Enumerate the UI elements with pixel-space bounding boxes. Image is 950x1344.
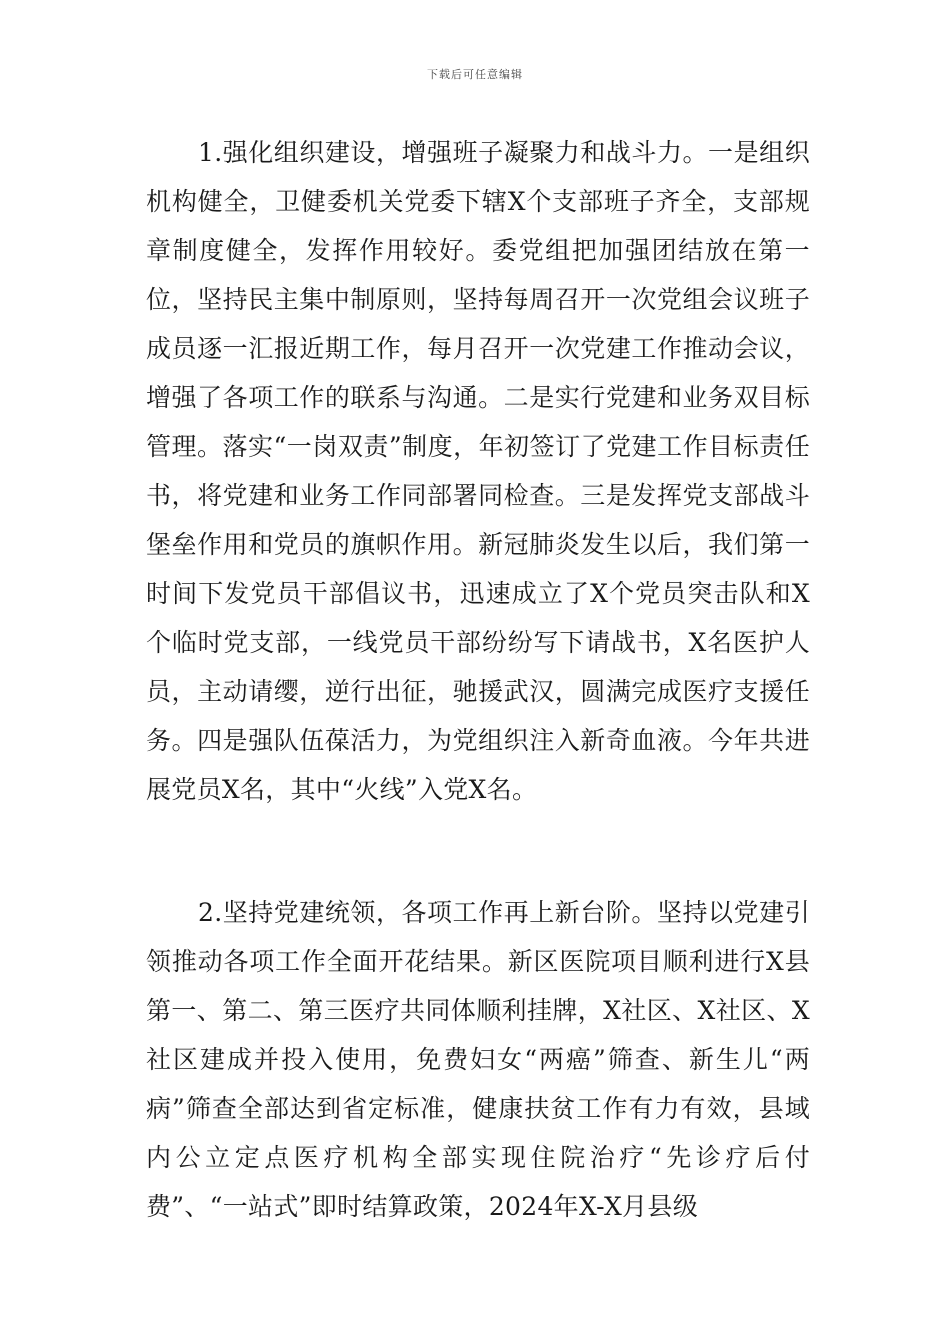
paragraph-2: 2.坚持党建统领，各项工作再上新台阶。坚持以党建引领推动各项工作全面开花结果。新区医院项目顺利进行X县第一、第二、第三医疗共同体顺利挂牌，X社区、X社区、X社区建成并投入使用，免费妇女“两癌”筛查、新生儿“两病”筛查全部达到省定标准，健康扶贫工作有力有效，县域内公立定点医疗机构全部实现住院治疗“先诊疗后付费”、“一站式”即时结算政策，2024年X-X月县级 — [146, 898, 810, 1221]
document-body — [146, 128, 810, 1231]
paragraph-1: 1.强化组织建设，增强班子凝聚力和战斗力。一是组织机构健全，卫健委机关党委下辖X个支部班子齐全，支部规章制度健全，发挥作用较好。委党组把加强团结放在第一位，坚持民主集中制原则，坚持每周召开一次党组会议班子成员逐一汇报近期工作，每月召开一次党建工作推动会议，增强了各项工作的联系与沟通。二是实行党建和业务双目标管理。落实“一岗双责”制度，年初签订了党建工作目标责任书，将党建和业务工作同部署同检查。三是发挥党支部战斗堡垒作用和党员的旗帜作用。新冠肺炎发生以后，我们第一时间下发党员干部倡议书，迅速成立了X个党员突击队和X个临时党支部，一线党员干部纷纷写下请战书，X名医护人员，主动请缨，逆行出征，驰援武汉，圆满完成医疗支援任务。四是强队伍葆活力，为党组织注入新奇血液。今年共进展党员X名，其中“火线”入党X名。 — [146, 138, 810, 804]
page-header-note: 下载后可任意编辑 — [427, 68, 523, 81]
paragraph-spacer — [146, 814, 810, 888]
